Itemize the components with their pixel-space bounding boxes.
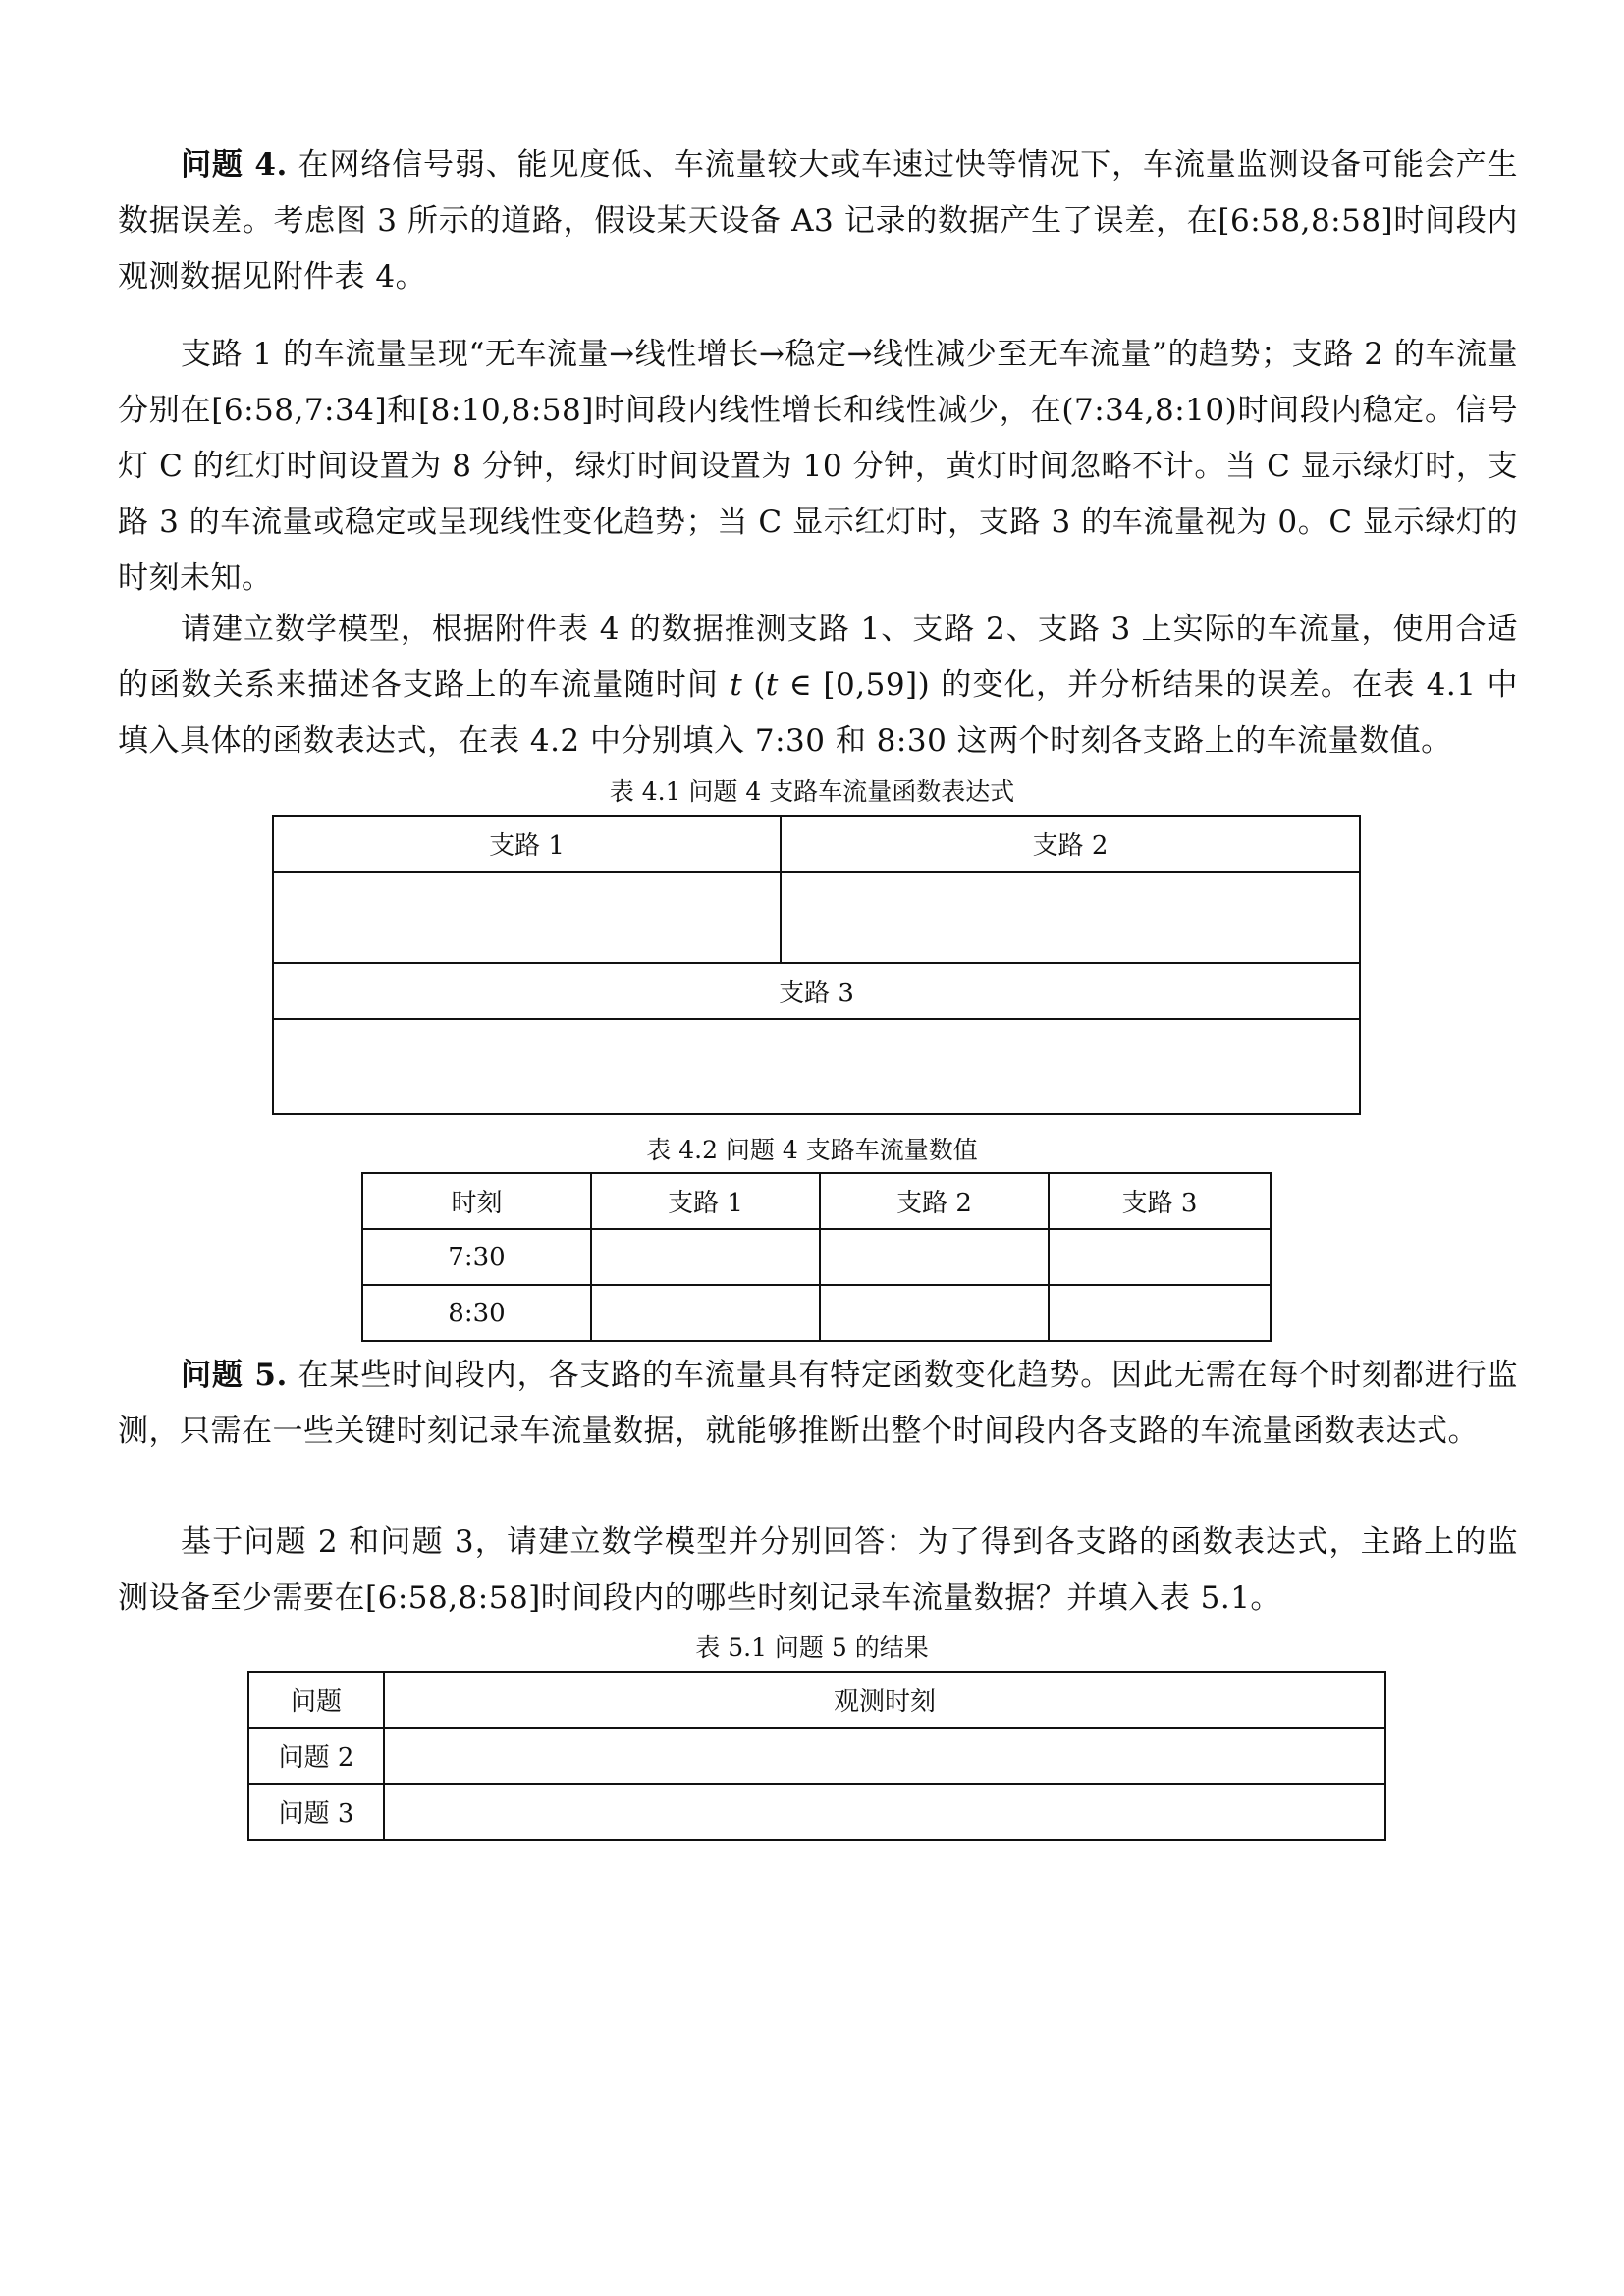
table-4-2-cell[interactable] — [591, 1285, 820, 1341]
table-4-2-header-time: 时刻 — [362, 1173, 591, 1229]
table-row — [248, 1728, 1385, 1784]
table-4-2 — [361, 1172, 1272, 1342]
table-4-2-time-cell: 7:30 — [362, 1229, 591, 1285]
table-4-1-header-branch-1: 支路 1 — [273, 816, 781, 872]
table-4-2-cell[interactable] — [820, 1229, 1049, 1285]
q5-title: 问题 5. — [181, 1358, 288, 1393]
q4-title: 问题 4. — [181, 147, 288, 183]
q5-paragraph-1-text: 在某些时间段内，各支路的车流量具有特定函数变化趋势。因此无需在每个时刻都进行监测，只需在一些关键时刻记录车流量数据，就能够推断出整个时间段内各支路的车流量函数表达式。 — [118, 1358, 1519, 1449]
table-4-2-cell[interactable] — [1049, 1229, 1271, 1285]
table-4-2-header-branch-3: 支路 3 — [1049, 1173, 1271, 1229]
table-5-1-caption: 表 5.1 问题 5 的结果 — [695, 1633, 929, 1662]
q4-paragraph-3-text-c: ∈ [0,59]) 的变化，并分析结果的误差。在表 4.1 中填入具体的函数表达式，在表 4.2 中分别填入 7:30 和 8:30 这两个时刻各支路上的车流量数值。 — [118, 667, 1519, 759]
q5-paragraph-2: 基于问题 2 和问题 3，请建立数学模型并分别回答：为了得到各支路的函数表达式，主路上的监测设备至少需要在[6:58,8:58]时间段内的哪些时刻记录车流量数据？并填入表 5.1。 — [118, 1524, 1518, 1616]
table-4-2-cell[interactable] — [820, 1285, 1049, 1341]
q4-paragraph-3-text-b: ( — [742, 667, 766, 703]
table-4-2-cell[interactable] — [1049, 1285, 1271, 1341]
table-4-1-header-branch-3: 支路 3 — [273, 963, 1360, 1019]
table-5-1-header-observation-times: 观测时刻 — [384, 1672, 1385, 1728]
table-4-1 — [272, 815, 1361, 1115]
table-row — [248, 1784, 1385, 1840]
table-4-1-cell-branch-1[interactable] — [273, 872, 781, 963]
table-4-2-cell[interactable] — [591, 1229, 820, 1285]
table-5-1-cell[interactable] — [384, 1784, 1385, 1840]
table-4-1-cell-branch-2[interactable] — [781, 872, 1360, 963]
table-5-1-problem-label: 问题 3 — [248, 1784, 384, 1840]
table-4-2-header-branch-1: 支路 1 — [591, 1173, 820, 1229]
q4-paragraph-1 — [118, 137, 1518, 305]
table-4-2-time-cell: 8:30 — [362, 1285, 591, 1341]
table-4-2-caption: 表 4.2 问题 4 支路车流量数值 — [646, 1136, 978, 1164]
q5-paragraph-1 — [118, 1348, 1518, 1460]
time-variable: t — [730, 667, 743, 703]
q4-paragraph-3-text-a: 请建立数学模型，根据附件表 4 的数据推测支路 1、支路 2、支路 3 上实际的车流量，使用合适的函数关系来描述各支路上的车流量随时间 — [118, 612, 1518, 703]
q4-paragraph-1-text: 在网络信号弱、能见度低、车流量较大或车速过快等情况下，车流量监测设备可能会产生数据误差。考虑图 3 所示的道路，假设某天设备 A3 记录的数据产生了误差，在[6:58,8:58]时间段内观测数据见附件表 4。 — [118, 147, 1519, 294]
table-4-1-caption: 表 4.1 问题 4 支路车流量函数表达式 — [609, 777, 1015, 806]
table-5-1-header-problem: 问题 — [248, 1672, 384, 1728]
q4-paragraph-3 — [118, 602, 1518, 770]
table-4-1-cell-branch-3[interactable] — [273, 1019, 1360, 1114]
table-5-1-cell[interactable] — [384, 1728, 1385, 1784]
table-row — [362, 1229, 1271, 1285]
table-row — [362, 1285, 1271, 1341]
table-5-1-problem-label: 问题 2 — [248, 1728, 384, 1784]
table-4-2-header-branch-2: 支路 2 — [820, 1173, 1049, 1229]
time-variable-domain: t — [765, 667, 779, 703]
table-5-1 — [247, 1671, 1386, 1841]
table-4-1-header-branch-2: 支路 2 — [781, 816, 1360, 872]
q4-paragraph-2: 支路 1 的车流量呈现“无车流量→线性增长→稳定→线性减少至无车流量”的趋势；支路 2 的车流量分别在[6:58,7:34]和[8:10,8:58]时间段内线性增长和线性减少，在(7:34,8:10)时间段内稳定。信号灯 C 的红灯时间设置为 8 分钟，绿灯时间设置为 10 分钟，黄灯时间忽略不计。当 C 显示绿灯时，支路 3 的车流量或稳定或呈现线性变化趋势；当 C 显示红灯时，支路 3 的车流量视为 0。C 显示绿灯的时刻未知。 — [118, 337, 1518, 596]
